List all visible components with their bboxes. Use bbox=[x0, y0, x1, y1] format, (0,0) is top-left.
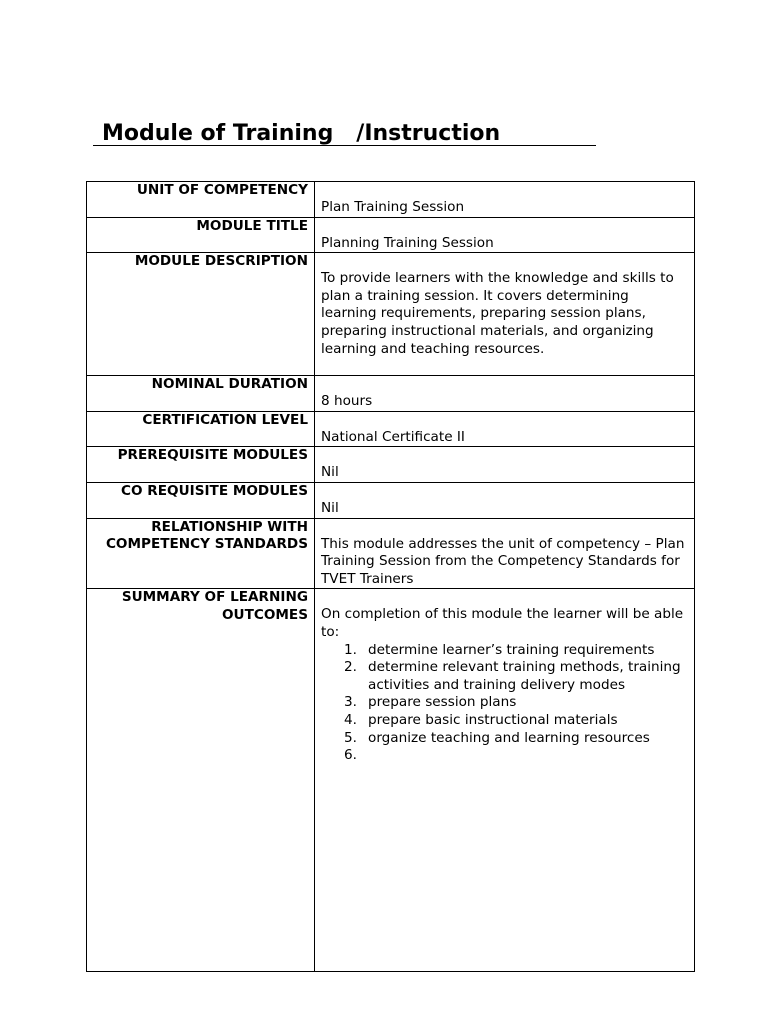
list-item bbox=[321, 730, 688, 748]
outcomes-intro: On completion of this module the learner will be able to: bbox=[321, 606, 684, 640]
list-item-number: 4. bbox=[344, 711, 357, 728]
row-relationship-competency-standards bbox=[87, 518, 695, 589]
list-item-number: 6. bbox=[344, 747, 357, 764]
document-title: Module of Training /Instruction bbox=[102, 121, 501, 146]
value-relationship-competency-standards: This module addresses the unit of competency – Plan Training Session from the Competency Standards for TVET Trainers bbox=[315, 518, 695, 589]
row-prerequisite-modules bbox=[87, 447, 695, 483]
label-module-title: MODULE TITLE bbox=[87, 217, 315, 253]
module-table bbox=[86, 181, 695, 972]
value-module-description: To provide learners with the knowledge and skills to plan a training session. It covers determining learning requirements, preparing session plans, preparing instructional materials, and organizing learning and teaching resources. bbox=[315, 253, 695, 376]
row-unit-of-competency bbox=[87, 182, 695, 218]
list-item bbox=[321, 659, 688, 694]
list-item-number: 2. bbox=[344, 659, 357, 676]
value-prerequisite-modules: Nil bbox=[315, 447, 695, 483]
list-item-text: prepare session plans bbox=[368, 694, 517, 711]
row-module-title bbox=[87, 217, 695, 253]
label-prerequisite-modules: PREREQUISITE MODULES bbox=[87, 447, 315, 483]
title-underline bbox=[93, 145, 596, 146]
row-nominal-duration bbox=[87, 376, 695, 412]
value-certification-level: National Certificate II bbox=[315, 411, 695, 447]
label-nominal-duration: NOMINAL DURATION bbox=[87, 376, 315, 412]
label-summary-learning-outcomes: SUMMARY OF LEARNING OUTCOMES bbox=[87, 589, 315, 972]
value-nominal-duration: 8 hours bbox=[315, 376, 695, 412]
list-item-text: prepare basic instructional materials bbox=[368, 711, 618, 728]
label-relationship-competency-standards: RELATIONSHIP WITH COMPETENCY STANDARDS bbox=[87, 518, 315, 589]
value-unit-of-competency: Plan Training Session bbox=[315, 182, 695, 218]
list-item-number: 1. bbox=[344, 641, 357, 658]
list-item-text: determine relevant training methods, training activities and training delivery modes bbox=[368, 659, 681, 693]
row-summary-learning-outcomes bbox=[87, 589, 695, 972]
row-certification-level bbox=[87, 411, 695, 447]
value-co-requisite-modules: Nil bbox=[315, 482, 695, 518]
value-summary-learning-outcomes bbox=[315, 589, 695, 972]
label-co-requisite-modules: CO REQUISITE MODULES bbox=[87, 482, 315, 518]
label-certification-level: CERTIFICATION LEVEL bbox=[87, 411, 315, 447]
list-item bbox=[321, 694, 688, 712]
list-item-text: determine learner’s training requirements bbox=[368, 641, 655, 658]
list-item-number: 5. bbox=[344, 729, 357, 746]
list-item bbox=[321, 642, 688, 660]
outcomes-list bbox=[321, 641, 688, 764]
list-item-number: 3. bbox=[344, 694, 357, 711]
row-module-description bbox=[87, 253, 695, 376]
label-module-description: MODULE DESCRIPTION bbox=[87, 253, 315, 376]
row-co-requisite-modules bbox=[87, 482, 695, 518]
value-module-title: Planning Training Session bbox=[315, 217, 695, 253]
list-item bbox=[321, 712, 688, 730]
list-item-text: organize teaching and learning resources bbox=[368, 729, 650, 746]
label-unit-of-competency: UNIT OF COMPETENCY bbox=[87, 182, 315, 218]
